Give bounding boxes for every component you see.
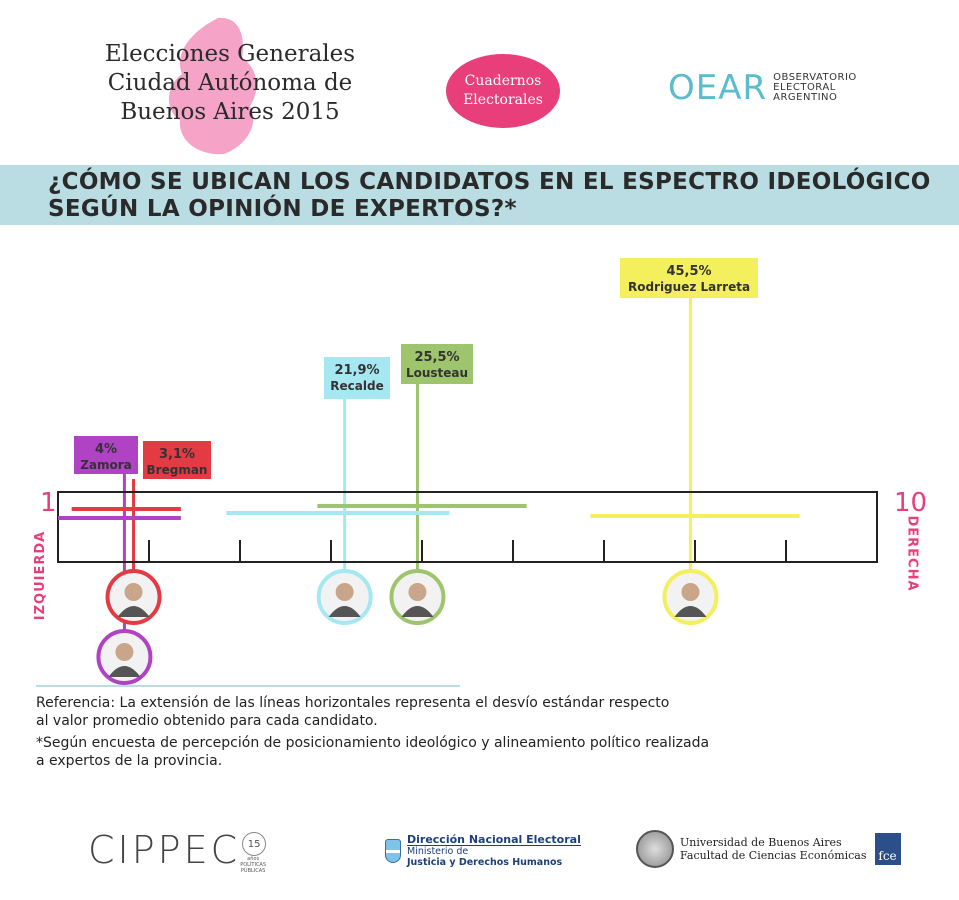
left-side-label: IZQUIERDA (33, 530, 49, 621)
fce-logo: fce (875, 833, 901, 865)
footnote-line: *Según encuesta de percepción de posicionamiento ideológico y alineamiento político realizada (36, 735, 710, 751)
value-label-name-1: Bregman (146, 463, 208, 477)
value-label-pct-4: 45,5% (666, 264, 712, 279)
reference-line: Referencia: La extensión de las líneas horizontales representa el desvío estándar respecto (36, 695, 670, 711)
chart-title-line: ¿CÓMO SE UBICAN LOS CANDIDATOS EN EL ESPECTRO IDEOLÓGICO (48, 169, 931, 195)
oear-line: ARGENTINO (773, 92, 838, 103)
dne-logo (385, 834, 581, 868)
oear-logo-mark: OEAR (668, 68, 768, 108)
value-label-name-4: Rodriguez Larreta (627, 280, 751, 294)
footnote-line: a expertos de la provincia. (36, 753, 223, 769)
value-label-name-3: Lousteau (405, 366, 469, 380)
uba-text (680, 836, 867, 862)
oear-line: ELECTORAL (773, 82, 836, 93)
dne-text (407, 834, 581, 868)
lousteau-photo-head (408, 583, 426, 601)
zamora-photo-head (115, 643, 133, 661)
dne-line: Justicia y Derechos Humanos (407, 857, 563, 868)
uba-logo (636, 830, 901, 868)
election-title-line: Ciudad Autónoma de (107, 70, 353, 96)
cuadernos-badge-line: Cuadernos (464, 73, 542, 89)
cippec-anniversary-badge: 15 (242, 832, 266, 856)
value-label-pct-2: 21,9% (334, 363, 380, 378)
uba-seal-icon (636, 830, 674, 868)
oear-line: OBSERVATORIO (773, 72, 857, 83)
dne-line: Ministerio de (407, 846, 469, 857)
value-label-pct-0: 4% (94, 442, 118, 457)
reference-note (36, 694, 936, 770)
scale-frame (58, 492, 877, 562)
election-title-line: Elecciones Generales (104, 41, 356, 67)
value-label-pct-1: 3,1% (158, 447, 196, 462)
larreta-photo-head (681, 583, 699, 601)
chart-title-line: SEGÚN LA OPINIÓN DE EXPERTOS?* (48, 196, 517, 222)
right-side-label: DERECHA (904, 515, 920, 592)
cippec-sub: POLÍTICAS (240, 862, 267, 868)
value-label-name-0: Zamora (80, 458, 132, 472)
scale-min-label: 1 (40, 488, 57, 518)
uba-line: Universidad de Buenos Aires (680, 836, 842, 849)
election-title-line: Buenos Aires 2015 (120, 99, 340, 125)
value-label-name-2: Recalde (330, 379, 384, 393)
cippec-sub: años (247, 856, 260, 862)
cippec-sub: PÚBLICAS (240, 868, 266, 874)
cuadernos-badge-line: Electorales (463, 92, 543, 108)
argentina-shield-icon (385, 839, 401, 863)
recalde-photo-head (336, 583, 354, 601)
cippec-wordmark: CIPPEC (88, 828, 241, 872)
dne-title: Dirección Nacional Electoral (407, 833, 581, 846)
cippec-logo (88, 828, 266, 874)
bregman-photo-head (125, 583, 143, 601)
uba-line: Facultad de Ciencias Económicas (680, 849, 867, 862)
reference-line: al valor promedio obtenido para cada candidato. (36, 713, 378, 729)
scale-max-label: 10 (894, 488, 928, 518)
value-label-pct-3: 25,5% (414, 350, 460, 365)
